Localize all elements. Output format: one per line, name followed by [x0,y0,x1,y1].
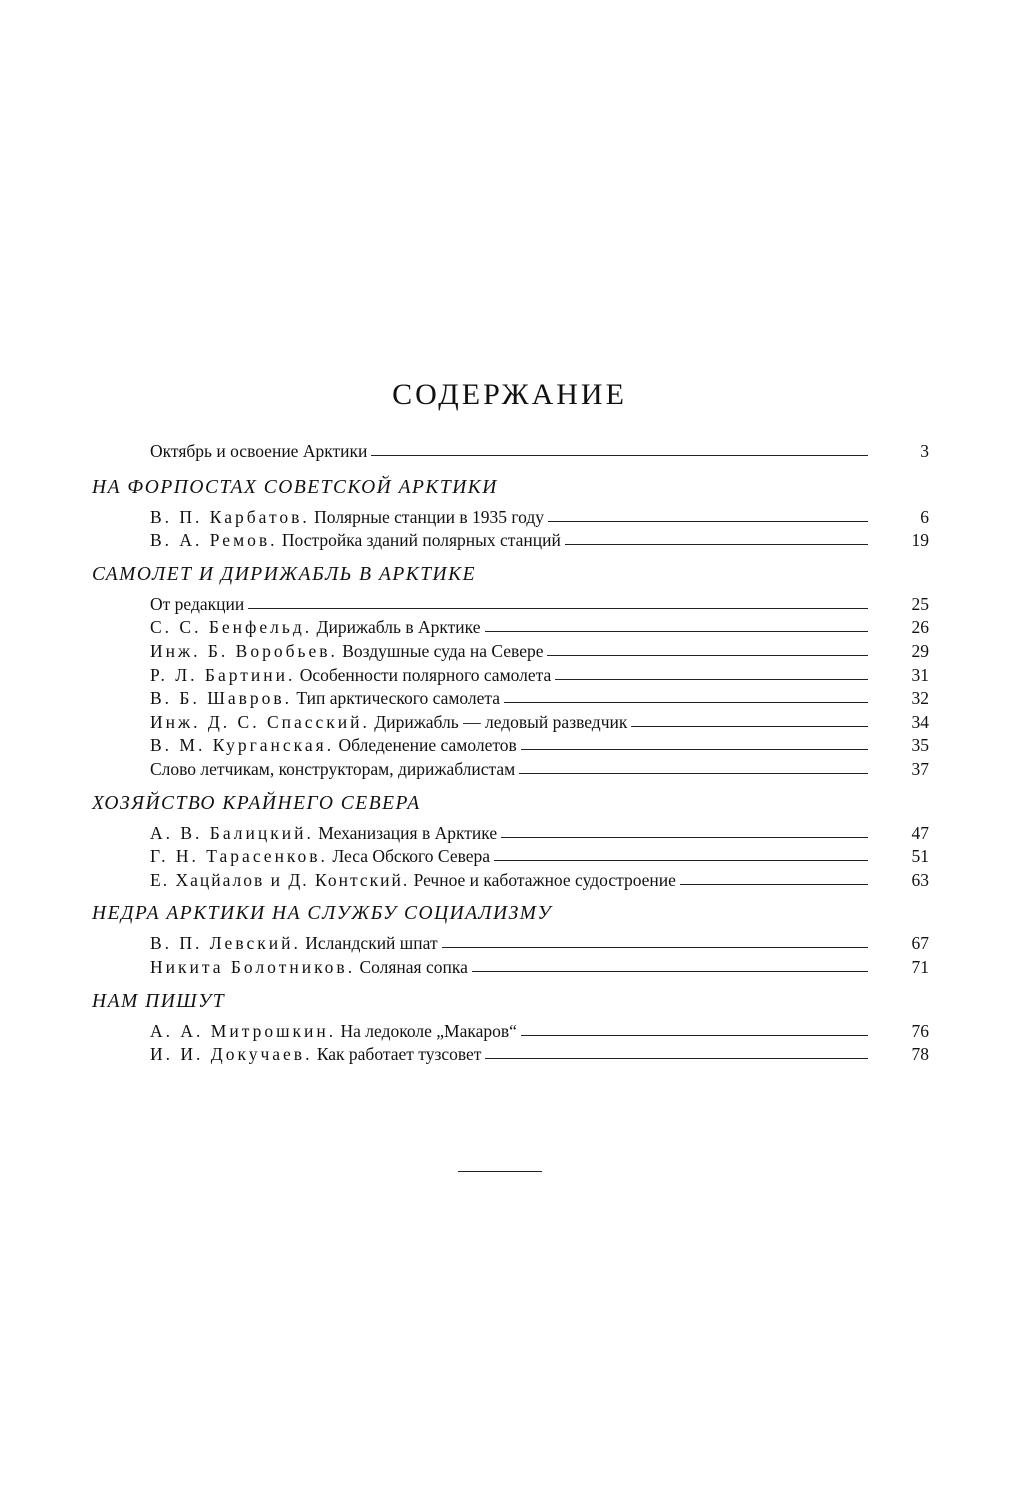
section-heading: НАМ ПИШУТ [92,990,226,1012]
entry-title: Исландский шпат [305,933,438,954]
entry-page-number: 6 [920,506,929,527]
entry-author: Г. Н. Тарасенков. [150,846,328,867]
entry-author: И. И. Докучаев. [150,1044,313,1065]
entry-title: Полярные станции в 1935 году [314,506,545,527]
entry-page-number: 26 [911,617,929,638]
toc-entry[interactable] [0,640,1019,664]
entry-label [150,506,548,530]
entry-title: Дирижабль — ледовый разведчик [374,711,628,732]
entry-label [150,529,565,553]
entry-author: Е. Хацйалов и Д. Контский. [150,869,410,890]
entry-page-number: 31 [911,664,929,685]
entry-title: Воздушные суда на Севере [342,640,544,661]
entry-label [150,711,631,735]
entry-page-number: 3 [920,441,929,461]
section-heading: САМОЛЕТ И ДИРИЖАБЛЬ В АРКТИКЕ [92,563,476,585]
entry-page-number: 32 [911,688,929,709]
entry-page-number: 78 [911,1044,929,1065]
entry-page-number: 19 [911,530,929,551]
entry-label [150,956,472,980]
entry-label [150,932,442,956]
entry-label [150,593,248,617]
entry-label [150,869,680,893]
section-heading: ХОЗЯЙСТВО КРАЙНЕГО СЕВЕРА [92,792,421,814]
entry-title: Обледенение самолетов [338,735,517,756]
entry-page-number: 37 [911,758,929,779]
entry-label [150,734,521,758]
toc-entry[interactable] [0,734,1019,758]
entry-title: Тип арктического самолета [296,688,501,709]
entry-title: Речное и каботажное судостроение [413,869,676,890]
entry-page-number: 35 [911,735,929,756]
entry-title: Соляная сопка [359,956,468,977]
entry-label [150,687,504,711]
entry-author: Никита Болотников. [150,956,356,977]
closing-rule [458,1171,542,1172]
entry-title: На ледоколе „Макаров“ [340,1020,517,1041]
entry-author: А. В. Балицкий. [150,822,314,843]
entry-label [150,822,501,846]
toc-entry[interactable] [0,758,1019,782]
toc-entry[interactable] [0,506,1019,530]
entry-page-number: 63 [911,869,929,890]
entry-title: Механизация в Арктике [318,822,498,843]
toc-entry[interactable] [0,529,1019,553]
toc-entry[interactable] [0,1043,1019,1067]
entry-page-number: 25 [911,593,929,614]
toc-entry[interactable] [0,687,1019,711]
toc-entry[interactable] [0,932,1019,956]
entry-author: В. Б. Шавров. [150,688,293,709]
toc-entry[interactable] [0,593,1019,617]
entry-label [150,440,371,464]
entry-title: Слово летчикам, конструкторам, дирижаблистам [150,758,516,779]
entry-author: С. С. Бенфельд. [150,617,313,638]
entry-page-number: 47 [911,822,929,843]
section-heading: НЕДРА АРКТИКИ НА СЛУЖБУ СОЦИАЛИЗМУ [92,903,553,925]
table-of-contents [0,440,1019,1067]
entry-page-number: 51 [911,846,929,867]
entry-label [150,758,519,782]
entry-author: В. А. Ремов. [150,530,278,551]
section-heading: НА ФОРПОСТАХ СОВЕТСКОЙ АРКТИКИ [92,476,498,498]
toc-entry[interactable] [0,1020,1019,1044]
entry-label [150,616,485,640]
entry-page-number: 67 [911,933,929,954]
toc-entry[interactable] [0,956,1019,980]
toc-entry-intro[interactable] [0,440,1019,464]
entry-author: Р. Л. Бартини. [150,664,296,685]
entry-author: Инж. Д. С. Спасский. [150,711,370,732]
toc-entry[interactable] [0,664,1019,688]
entry-title: Леса Обского Севера [332,846,491,867]
toc-entry[interactable] [0,869,1019,893]
entry-page-number: 29 [911,640,929,661]
entry-author: В. П. Карбатов. [150,506,310,527]
entry-author: А. А. Митрошкин. [150,1020,337,1041]
entry-title: Особенности полярного самолета [299,664,552,685]
toc-entry[interactable] [0,822,1019,846]
entry-title: Октябрь и освоение Арктики [150,441,368,461]
entry-author: Инж. Б. Воробьев. [150,640,338,661]
toc-entry[interactable] [0,711,1019,735]
entry-title: Дирижабль в Арктике [316,617,481,638]
entry-title: Постройка зданий полярных станций [281,530,561,551]
entry-page-number: 76 [911,1020,929,1041]
entry-author: В. М. Курганская. [150,735,335,756]
entry-label [150,664,555,688]
entry-title: От редакции [150,593,245,614]
toc-entry[interactable] [0,616,1019,640]
entry-author: В. П. Левский. [150,933,301,954]
entry-label [150,1043,485,1067]
entry-title: Как работает тузсовет [316,1044,482,1065]
entry-label [150,640,547,664]
entry-label [150,1020,521,1044]
page-title: СОДЕРЖАНИЕ [392,378,627,411]
toc-entry[interactable] [0,845,1019,869]
entry-label [150,845,494,869]
dot-leader [150,608,868,609]
entry-page-number: 71 [911,956,929,977]
entry-page-number: 34 [911,711,929,732]
